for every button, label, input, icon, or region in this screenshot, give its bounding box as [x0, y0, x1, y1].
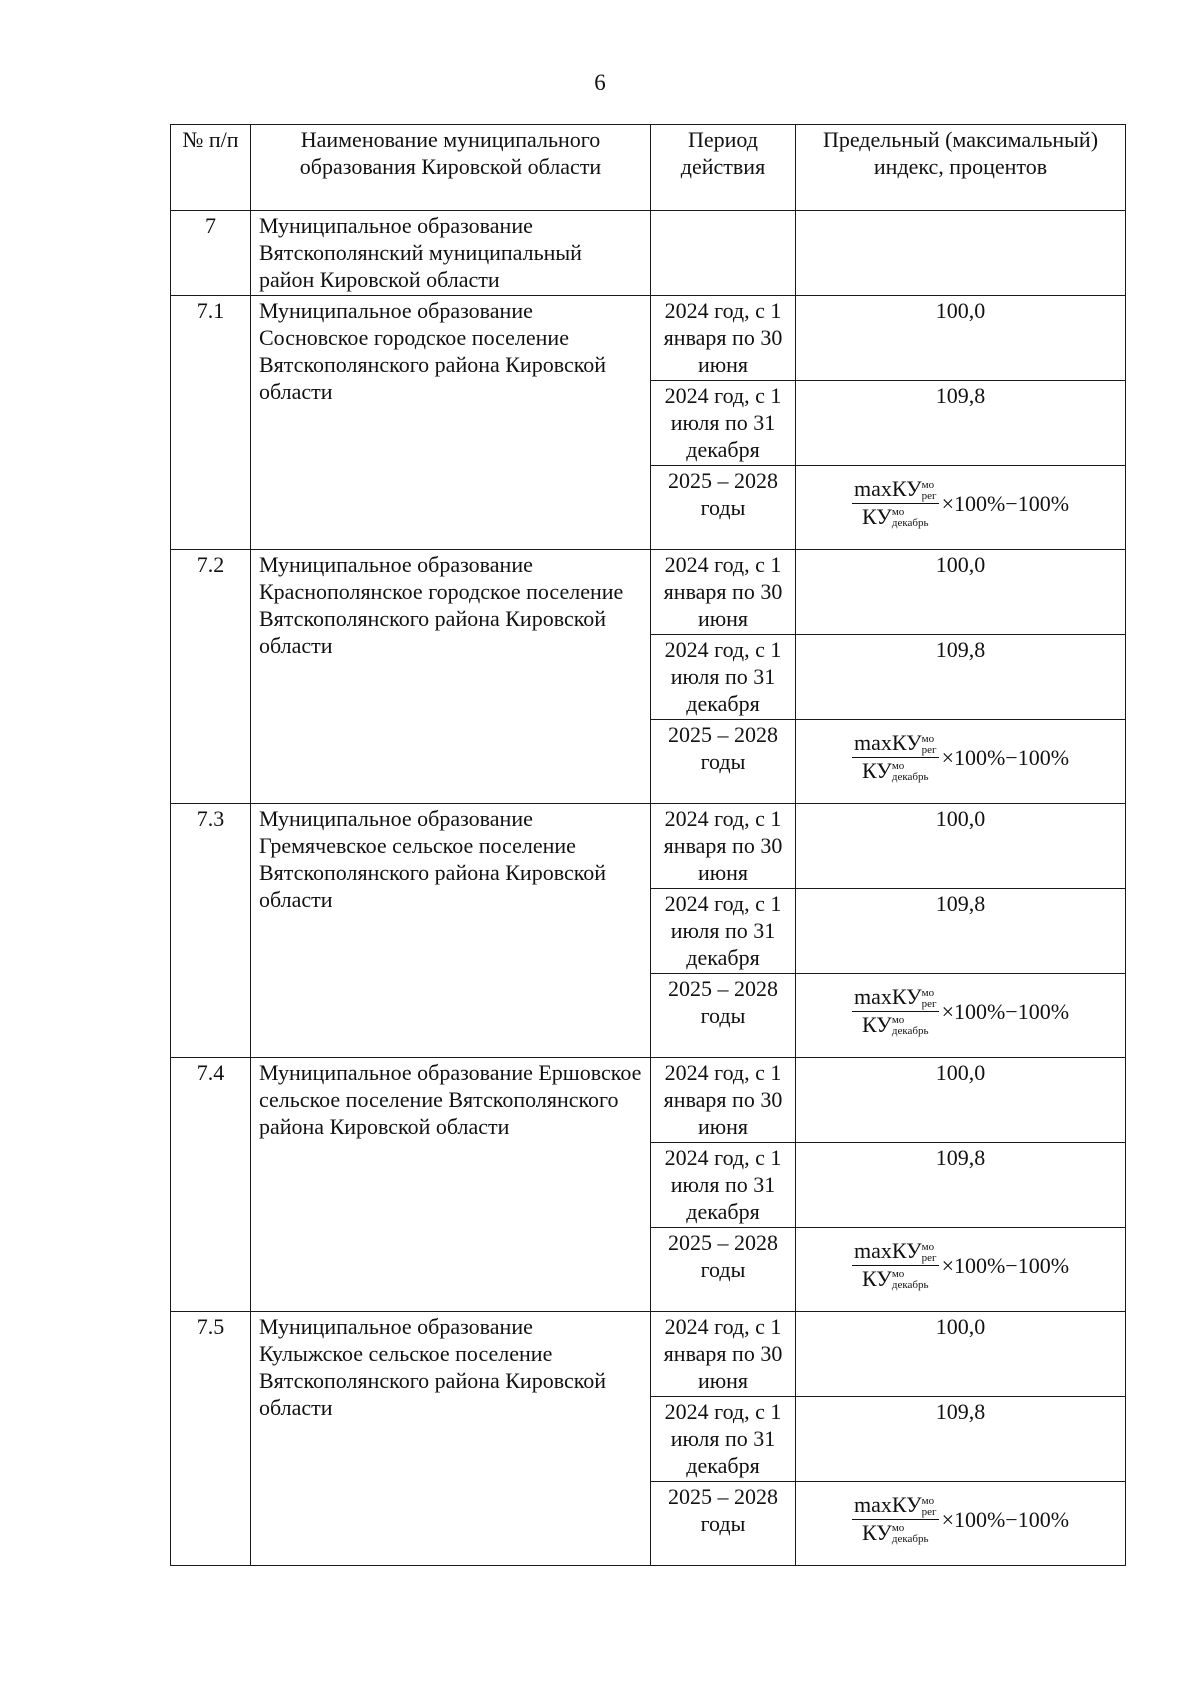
formula: [804, 1483, 1117, 1555]
formula: [804, 975, 1117, 1047]
period-cell: 2025 – 2028 годы: [651, 1228, 796, 1312]
formula-denominator: [862, 1012, 928, 1038]
formula-numerator: [852, 1239, 939, 1266]
header-period: Период действия: [651, 125, 796, 211]
formula-denominator: [862, 758, 928, 784]
period-cell: 2024 год, с 1 января по 30 июня: [651, 1058, 796, 1143]
table-row: [171, 550, 1126, 635]
formula-numerator: [852, 1493, 939, 1520]
formula-rest: ×100%−100%: [941, 1252, 1070, 1278]
period-cell: 2024 год, с 1 января по 30 июня: [651, 804, 796, 889]
formula-denom-sub: декабрь: [891, 1025, 929, 1038]
municipality-name: Муниципальное образование Кулыжское сельское поселение Вятскополянского района Кировской области: [251, 1312, 651, 1566]
formula-numer-scripts: [922, 988, 937, 1010]
formula-fraction: [852, 985, 939, 1038]
table-header-row: [171, 125, 1126, 211]
header-num: № п/п: [171, 125, 251, 211]
district-name: Муниципальное образование Вятскополянский муниципальный район Кировской области: [251, 211, 651, 296]
index-formula: [796, 466, 1126, 550]
formula-denom-sup: мо: [891, 1268, 905, 1281]
period-cell: 2025 – 2028 годы: [651, 466, 796, 550]
formula-numer-scripts: [922, 734, 937, 756]
formula-denom-sup: мо: [891, 506, 905, 519]
table-row: [171, 1058, 1126, 1143]
formula: [804, 1229, 1117, 1301]
row-num: 7.2: [171, 550, 251, 804]
table-row: [171, 1312, 1126, 1397]
formula-denom-scripts: [892, 507, 929, 529]
formula-numer-sup: мо: [921, 986, 935, 999]
formula-numerator: [852, 985, 939, 1012]
formula-numer-sub: рег: [921, 1251, 937, 1264]
formula-numer-sup: мо: [921, 478, 935, 491]
formula-denom-main: КУ: [862, 503, 892, 529]
formula-denom-sub: декабрь: [891, 1279, 929, 1292]
table-row: [171, 804, 1126, 889]
formula-numer-scripts: [922, 480, 937, 502]
formula-denom-main: КУ: [862, 757, 892, 783]
period-cell: 2024 год, с 1 июля по 31 декабря: [651, 635, 796, 720]
period-cell: 2024 год, с 1 июля по 31 декабря: [651, 1143, 796, 1228]
index-value: 100,0: [796, 1312, 1126, 1397]
formula-numer-sub: рег: [921, 997, 937, 1010]
period-cell: 2025 – 2028 годы: [651, 974, 796, 1058]
formula-denominator: [862, 1520, 928, 1546]
index-value: 109,8: [796, 1397, 1126, 1482]
formula-numer-main: maxКУ: [853, 1491, 922, 1517]
header-name: Наименование муниципального образования Кировской области: [251, 125, 651, 211]
index-value: 100,0: [796, 296, 1126, 381]
formula-numer-sub: рег: [921, 489, 937, 502]
formula-numerator: [852, 477, 939, 504]
formula-denom-main: КУ: [862, 1011, 892, 1037]
formula-denom-sup: мо: [891, 1014, 905, 1027]
period-cell: 2024 год, с 1 января по 30 июня: [651, 550, 796, 635]
district-period: [651, 211, 796, 296]
formula-denom-main: КУ: [862, 1519, 892, 1545]
row-num: 7.1: [171, 296, 251, 550]
table-row: [171, 296, 1126, 381]
municipality-name: Муниципальное образование Сосновское городское поселение Вятскополянского района Кировской области: [251, 296, 651, 550]
index-formula: [796, 720, 1126, 804]
period-cell: 2024 год, с 1 января по 30 июня: [651, 296, 796, 381]
formula-denom-scripts: [892, 1015, 929, 1037]
formula-fraction: [852, 477, 939, 530]
municipality-name: Муниципальное образование Гремячевское сельское поселение Вятскополянского района Кировской области: [251, 804, 651, 1058]
district-row: [171, 211, 1126, 296]
index-formula: [796, 1228, 1126, 1312]
index-value: 109,8: [796, 1143, 1126, 1228]
formula-denom-sub: декабрь: [891, 771, 929, 784]
formula-denom-sup: мо: [891, 760, 905, 773]
index-value: 100,0: [796, 804, 1126, 889]
row-num: 7.3: [171, 804, 251, 1058]
municipality-name: Муниципальное образование Краснополянское городское поселение Вятскополянского района Кировской области: [251, 550, 651, 804]
header-index: Предельный (максимальный) индекс, процентов: [796, 125, 1126, 211]
formula-rest: ×100%−100%: [941, 744, 1070, 770]
formula-numer-scripts: [922, 1242, 937, 1264]
formula-denom-scripts: [892, 1269, 929, 1291]
index-formula: [796, 1482, 1126, 1566]
row-num: 7.4: [171, 1058, 251, 1312]
formula-numerator: [852, 731, 939, 758]
formula-denominator: [862, 1266, 928, 1292]
formula-denominator: [862, 504, 928, 530]
formula-rest: ×100%−100%: [941, 998, 1070, 1024]
formula-numer-sub: рег: [921, 743, 937, 756]
formula-numer-main: maxКУ: [853, 729, 922, 755]
period-cell: 2025 – 2028 годы: [651, 720, 796, 804]
index-value: 100,0: [796, 550, 1126, 635]
formula-fraction: [852, 1239, 939, 1292]
formula-denom-main: КУ: [862, 1265, 892, 1291]
formula-fraction: [852, 731, 939, 784]
formula-numer-sup: мо: [921, 1494, 935, 1507]
formula-denom-scripts: [892, 761, 929, 783]
formula-denom-scripts: [892, 1523, 929, 1545]
period-cell: 2024 год, с 1 января по 30 июня: [651, 1312, 796, 1397]
district-value: [796, 211, 1126, 296]
formula-numer-main: maxКУ: [853, 475, 922, 501]
formula-numer-main: maxКУ: [853, 983, 922, 1009]
formula-rest: ×100%−100%: [941, 490, 1070, 516]
index-value: 109,8: [796, 635, 1126, 720]
period-cell: 2024 год, с 1 июля по 31 декабря: [651, 889, 796, 974]
index-value: 100,0: [796, 1058, 1126, 1143]
municipality-name: Муниципальное образование Ершовское сельское поселение Вятскополянского района Кировской области: [251, 1058, 651, 1312]
index-value: 109,8: [796, 889, 1126, 974]
formula: [804, 721, 1117, 793]
formula-fraction: [852, 1493, 939, 1546]
period-cell: 2024 год, с 1 июля по 31 декабря: [651, 381, 796, 466]
formula-rest: ×100%−100%: [941, 1506, 1070, 1532]
formula-denom-sub: декабрь: [891, 517, 929, 530]
index-value: 109,8: [796, 381, 1126, 466]
row-num: 7.5: [171, 1312, 251, 1566]
formula-numer-sub: рег: [921, 1505, 937, 1518]
period-cell: 2025 – 2028 годы: [651, 1482, 796, 1566]
formula-numer-sup: мо: [921, 1240, 935, 1253]
district-num: 7: [171, 211, 251, 296]
formula: [804, 467, 1117, 539]
formula-numer-scripts: [922, 1496, 937, 1518]
index-formula: [796, 974, 1126, 1058]
formula-denom-sup: мо: [891, 1522, 905, 1535]
page-number: 6: [594, 70, 606, 95]
formula-numer-main: maxКУ: [853, 1237, 922, 1263]
formula-numer-sup: мо: [921, 732, 935, 745]
period-cell: 2024 год, с 1 июля по 31 декабря: [651, 1397, 796, 1482]
formula-denom-sub: декабрь: [891, 1533, 929, 1546]
tariff-index-table: [170, 124, 1126, 1566]
